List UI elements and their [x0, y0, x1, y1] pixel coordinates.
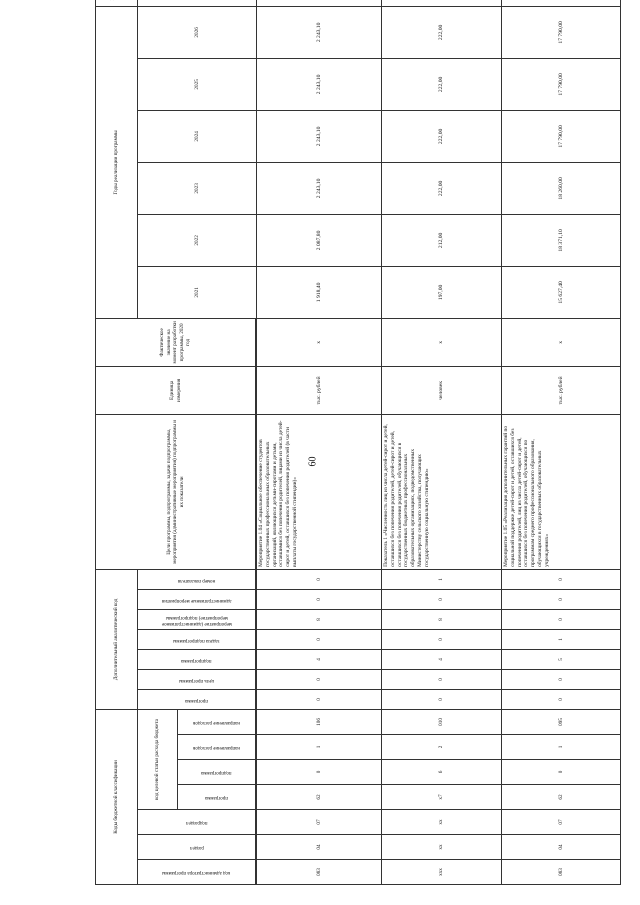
year-2026-header: 2026 [138, 6, 257, 58]
code-a-measure: 8 [257, 609, 382, 629]
row-value-2025: 222,00 [382, 58, 502, 110]
code-a-program: 0 [502, 689, 621, 709]
year-2021-header: 2021 [138, 266, 257, 318]
code-a-no: 0 [502, 569, 621, 589]
row-target [382, 0, 502, 6]
analytic-code-header: Дополнительный аналитический код [96, 569, 138, 709]
row-base: х [502, 318, 621, 366]
row-value-2026: 2 243,10 [257, 6, 382, 58]
table-row [502, 0, 621, 885]
row-value-2021: 15 627,40 [502, 266, 621, 318]
code-a-task: 0 [257, 629, 382, 649]
code-a-program: 0 [257, 689, 382, 709]
row-value-2024: 222,00 [382, 110, 502, 162]
code-a-subprogram: 5 [502, 649, 621, 669]
row-value-2025: 17 790,00 [502, 58, 621, 110]
code-section: хх [382, 835, 502, 860]
rotated-table-wrapper [95, 15, 620, 885]
code-expense: 010 [382, 709, 502, 734]
subprogram-header: подпрограмма [201, 770, 232, 776]
row-unit: человек [382, 366, 502, 414]
table-row [257, 0, 382, 885]
code-a-subprogram: 4 [382, 649, 502, 669]
code-direction: 1 [257, 735, 382, 760]
program-header: программа [205, 795, 228, 801]
code-program: 62 [502, 785, 621, 810]
code-direction: 1 [502, 735, 621, 760]
code-subsection: 07 [257, 810, 382, 835]
code-program: х7 [382, 785, 502, 810]
row-value-2023: 2 243,10 [257, 162, 382, 214]
section-header: раздел [189, 845, 204, 851]
code-direction: 2 [382, 735, 502, 760]
a-admin-header: административные мероприятия [161, 597, 232, 603]
goals-header: Цели программы, подпрограммы, задачи подпрограммы, мероприятия (административные мероприятия) подпрограммы и их показатели [96, 414, 256, 569]
code-section: 04 [502, 835, 621, 860]
row-value-2021: 197,00 [382, 266, 502, 318]
year-2023-header: 2023 [138, 162, 257, 214]
row-value-2025: 2 243,10 [257, 58, 382, 110]
target-article-header: код целевой статьи расхода бюджета [138, 709, 178, 809]
a-measure-no-header: номер показателя [177, 577, 216, 583]
subsection-header: подраздел [185, 820, 208, 826]
base-year-header: Фактическое значение на момент разработки программы, 2020 год [96, 318, 256, 366]
code-a-measure: 8 [382, 609, 502, 629]
code-admin: ххх [382, 860, 502, 885]
code-a-no: 0 [257, 569, 382, 589]
page-number: 60 [307, 456, 319, 467]
code-a-admin: 0 [382, 589, 502, 609]
row-value-2023: 222,00 [382, 162, 502, 214]
year-2024-header: 2024 [138, 110, 257, 162]
code-a-goal: 0 [502, 669, 621, 689]
row-value-2026: 17 790,00 [502, 6, 621, 58]
table-row [382, 0, 502, 885]
row-value-2022: 18 371,10 [502, 214, 621, 266]
code-expense: 106 [257, 709, 382, 734]
code-a-admin: 0 [257, 589, 382, 609]
code-a-task: 0 [382, 629, 502, 649]
row-base: х [257, 318, 382, 366]
code-a-task: 1 [502, 629, 621, 649]
code-admin: 083 [257, 860, 382, 885]
a-task-header: задача подпрограммы [173, 637, 220, 643]
row-value-2026: 222,00 [382, 6, 502, 58]
code-a-admin: 0 [502, 589, 621, 609]
code-subsection: хх [382, 810, 502, 835]
row-description: Мероприятие 1.04 «Социальное обеспечение студентов государственных профессиональных образовательных организаций, являющихся детьми-сиротами и детьми, оставшимися без попечения родителей, лицами из числа детей-сирот и детей, оставшихся без попечения родителей (в части выплаты государственной стипендии)» [257, 414, 382, 569]
code-section: 04 [257, 835, 382, 860]
admin-code-header: код администратора программы [162, 870, 231, 876]
row-description: Показатель 1 «Численность лиц из числа детей-сирот и детей, оставшихся без попечения родителей, детей-сирот и детей, оставшихся без попечения родителей, обучающихся в государственных бюджетных профессиональных образовательных организациях, подведомственных Министерству сельского хозяйства, получающих государственную социальную стипендию» [382, 414, 502, 569]
program-table [95, 0, 621, 885]
row-base: х [382, 318, 502, 366]
code-subprogram: 0 [257, 760, 382, 785]
unit-header: Единица измерения [96, 366, 256, 414]
row-value-2021: 1 918,40 [257, 266, 382, 318]
row-unit: тыс. рублей [257, 366, 382, 414]
year-2022-header: 2022 [138, 214, 257, 266]
code-a-goal: 0 [382, 669, 502, 689]
code-a-program: 0 [382, 689, 502, 709]
a-goal-header: цель программы [178, 677, 215, 683]
code-a-goal: 0 [257, 669, 382, 689]
budget-class-header: Коды бюджетной классификации [96, 709, 138, 884]
row-description: Мероприятие 1.05 «Реализация дополнительных гарантий по социальной поддержке детей-сирот и детей, оставшихся без попечения родителей, лиц из числа детей-сирот и детей, оставшихся без попечения родителей, обучающихся по программам среднего профессионального образования, обучающихся в государственных образовательных учреждениях» [502, 414, 621, 569]
row-value-2022: 212,00 [382, 214, 502, 266]
code-subsection: 07 [502, 810, 621, 835]
code-subprogram: 0 [502, 760, 621, 785]
a-program-header: программа [185, 697, 208, 703]
target-header [96, 0, 138, 6]
row-value-2024: 17 790,00 [502, 110, 621, 162]
row-target [502, 0, 621, 6]
years-group-header: Годы реализации программы [96, 6, 138, 318]
a-subprogram-header: подпрограмма [181, 657, 212, 663]
direction-header: направление расходов [193, 745, 240, 751]
code-a-no: 1 [382, 569, 502, 589]
row-value-2022: 2 087,80 [257, 214, 382, 266]
code-admin: 083 [502, 860, 621, 885]
target-sub-header [138, 0, 257, 6]
a-measure-header: мероприятие (административное мероприятие) подпрограммы [161, 614, 232, 626]
code-a-measure: 0 [502, 609, 621, 629]
row-target [257, 0, 382, 6]
row-value-2024: 2 243,10 [257, 110, 382, 162]
row-value-2023: 18 260,00 [502, 162, 621, 214]
expense-direction-header: направление расходов [193, 720, 240, 726]
code-a-subprogram: 4 [257, 649, 382, 669]
year-2025-header: 2025 [138, 58, 257, 110]
row-unit: тыс. рублей [502, 366, 621, 414]
code-expense: 095 [502, 709, 621, 734]
code-program: 62 [257, 785, 382, 810]
code-subprogram: 6 [382, 760, 502, 785]
